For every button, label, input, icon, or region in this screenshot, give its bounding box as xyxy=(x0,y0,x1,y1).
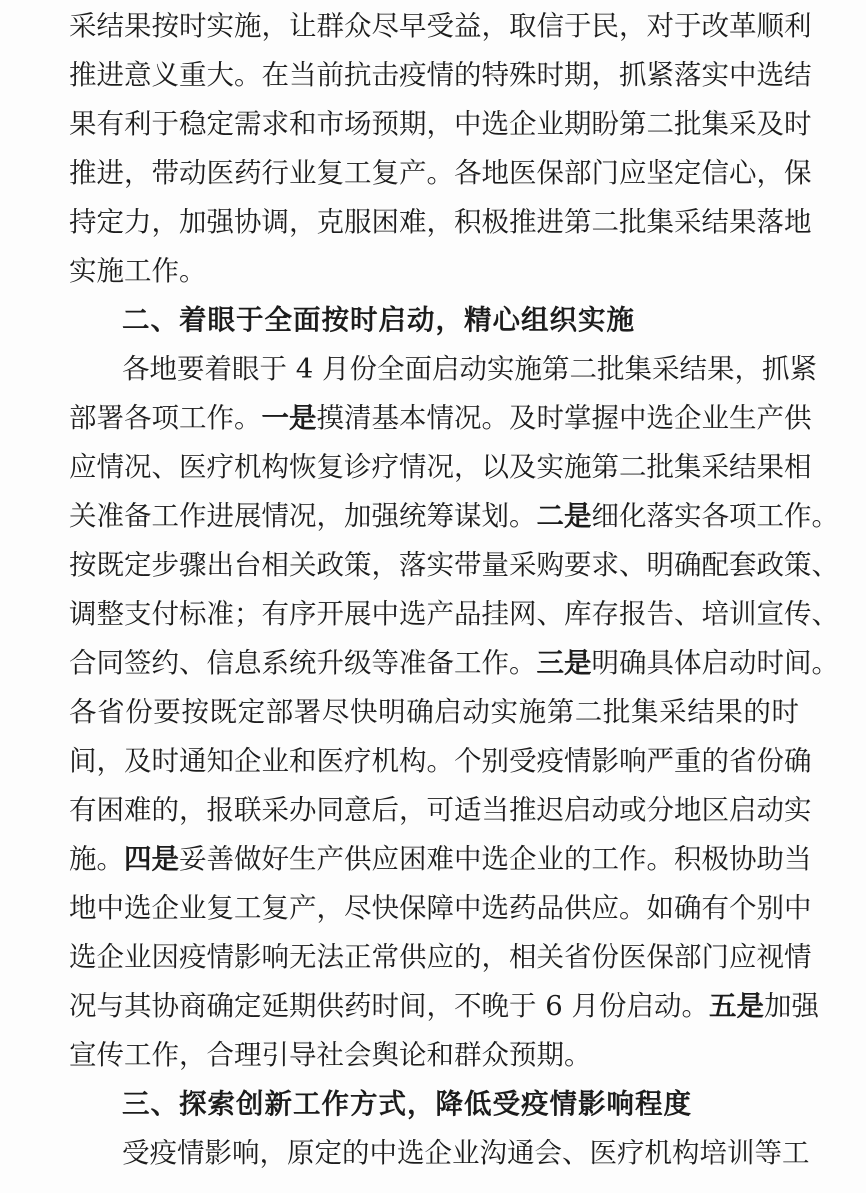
line-text: 合同签约、信息系统升级等准备工作。 xyxy=(69,647,537,679)
line-text: 摸清基本情况。及时掌握中选企业生产供 xyxy=(316,402,812,434)
emphasis-label: 三是 xyxy=(536,647,592,679)
section-heading: 三、探索创新工作方式，降低受疫情影响程度 xyxy=(122,1088,692,1120)
paragraph-line: 采结果按时实施，让群众尽早受益，取信于民，对于改革顺利 xyxy=(69,10,812,42)
paragraph-line: 调整支付标准；有序开展中选产品挂网、库存报告、培训宣传、 xyxy=(69,598,839,630)
line-text: 施。 xyxy=(69,843,124,875)
paragraph-line: 受疫情影响，原定的中选企业沟通会、医疗机构培训等工 xyxy=(122,1137,810,1169)
paragraph-line xyxy=(69,986,819,1026)
paragraph-line: 各省份要按既定部署尽快明确启动实施第二批集采结果的时 xyxy=(69,696,799,728)
paragraph-line xyxy=(69,398,812,438)
line-text: 妥善做好生产供应困难中选企业的工作。积极协助当 xyxy=(179,843,812,875)
line-text: 况与其协商确定延期供药时间，不晚于 6 月份启动。 xyxy=(69,990,709,1022)
line-text: 关准备工作进展情况，加强统筹谋划。 xyxy=(69,500,537,532)
line-text: 加强 xyxy=(763,990,819,1022)
emphasis-label: 一是 xyxy=(261,402,317,434)
paragraph-line xyxy=(69,496,839,536)
paragraph-line: 按既定步骤出台相关政策，落实带量采购要求、明确配套政策、 xyxy=(69,549,839,581)
paragraph-line xyxy=(69,839,812,879)
paragraph-line: 各地要着眼于 4 月份全面启动实施第二批集采结果，抓紧 xyxy=(122,353,817,385)
paragraph-line: 推进意义重大。在当前抗击疫情的特殊时期，抓紧落实中选结 xyxy=(69,59,812,91)
paragraph-line: 应情况、医疗机构恢复诊疗情况，以及实施第二批集采结果相 xyxy=(69,451,812,483)
emphasis-label: 四是 xyxy=(124,843,179,875)
emphasis-label: 二是 xyxy=(536,500,592,532)
paragraph-line: 持定力，加强协调，克服困难，积极推进第二批集采结果落地 xyxy=(69,206,812,238)
section-heading: 二、着眼于全面按时启动，精心组织实施 xyxy=(122,304,635,336)
line-text: 细化落实各项工作。 xyxy=(591,500,839,532)
line-text: 明确具体启动时间。 xyxy=(591,647,839,679)
paragraph-line: 有困难的，报联采办同意后，可适当推迟启动或分地区启动实 xyxy=(69,794,812,826)
paragraph-line: 宣传工作，合理引导社会舆论和群众预期。 xyxy=(69,1039,592,1071)
paragraph-line: 间，及时通知企业和医疗机构。个别受疫情影响严重的省份确 xyxy=(69,745,812,777)
paragraph-line: 地中选企业复工复产，尽快保障中选药品供应。如确有个别中 xyxy=(69,892,812,924)
line-text: 部署各项工作。 xyxy=(69,402,262,434)
paragraph-line: 选企业因疫情影响无法正常供应的，相关省份医保部门应视情 xyxy=(69,941,812,973)
paragraph-line: 果有利于稳定需求和市场预期，中选企业期盼第二批集采及时 xyxy=(69,108,812,140)
paragraph-line: 推进，带动医药行业复工复产。各地医保部门应坚定信心，保 xyxy=(69,157,812,189)
paragraph-line: 实施工作。 xyxy=(69,255,207,287)
paragraph-line xyxy=(69,643,839,683)
emphasis-label: 五是 xyxy=(708,990,764,1022)
